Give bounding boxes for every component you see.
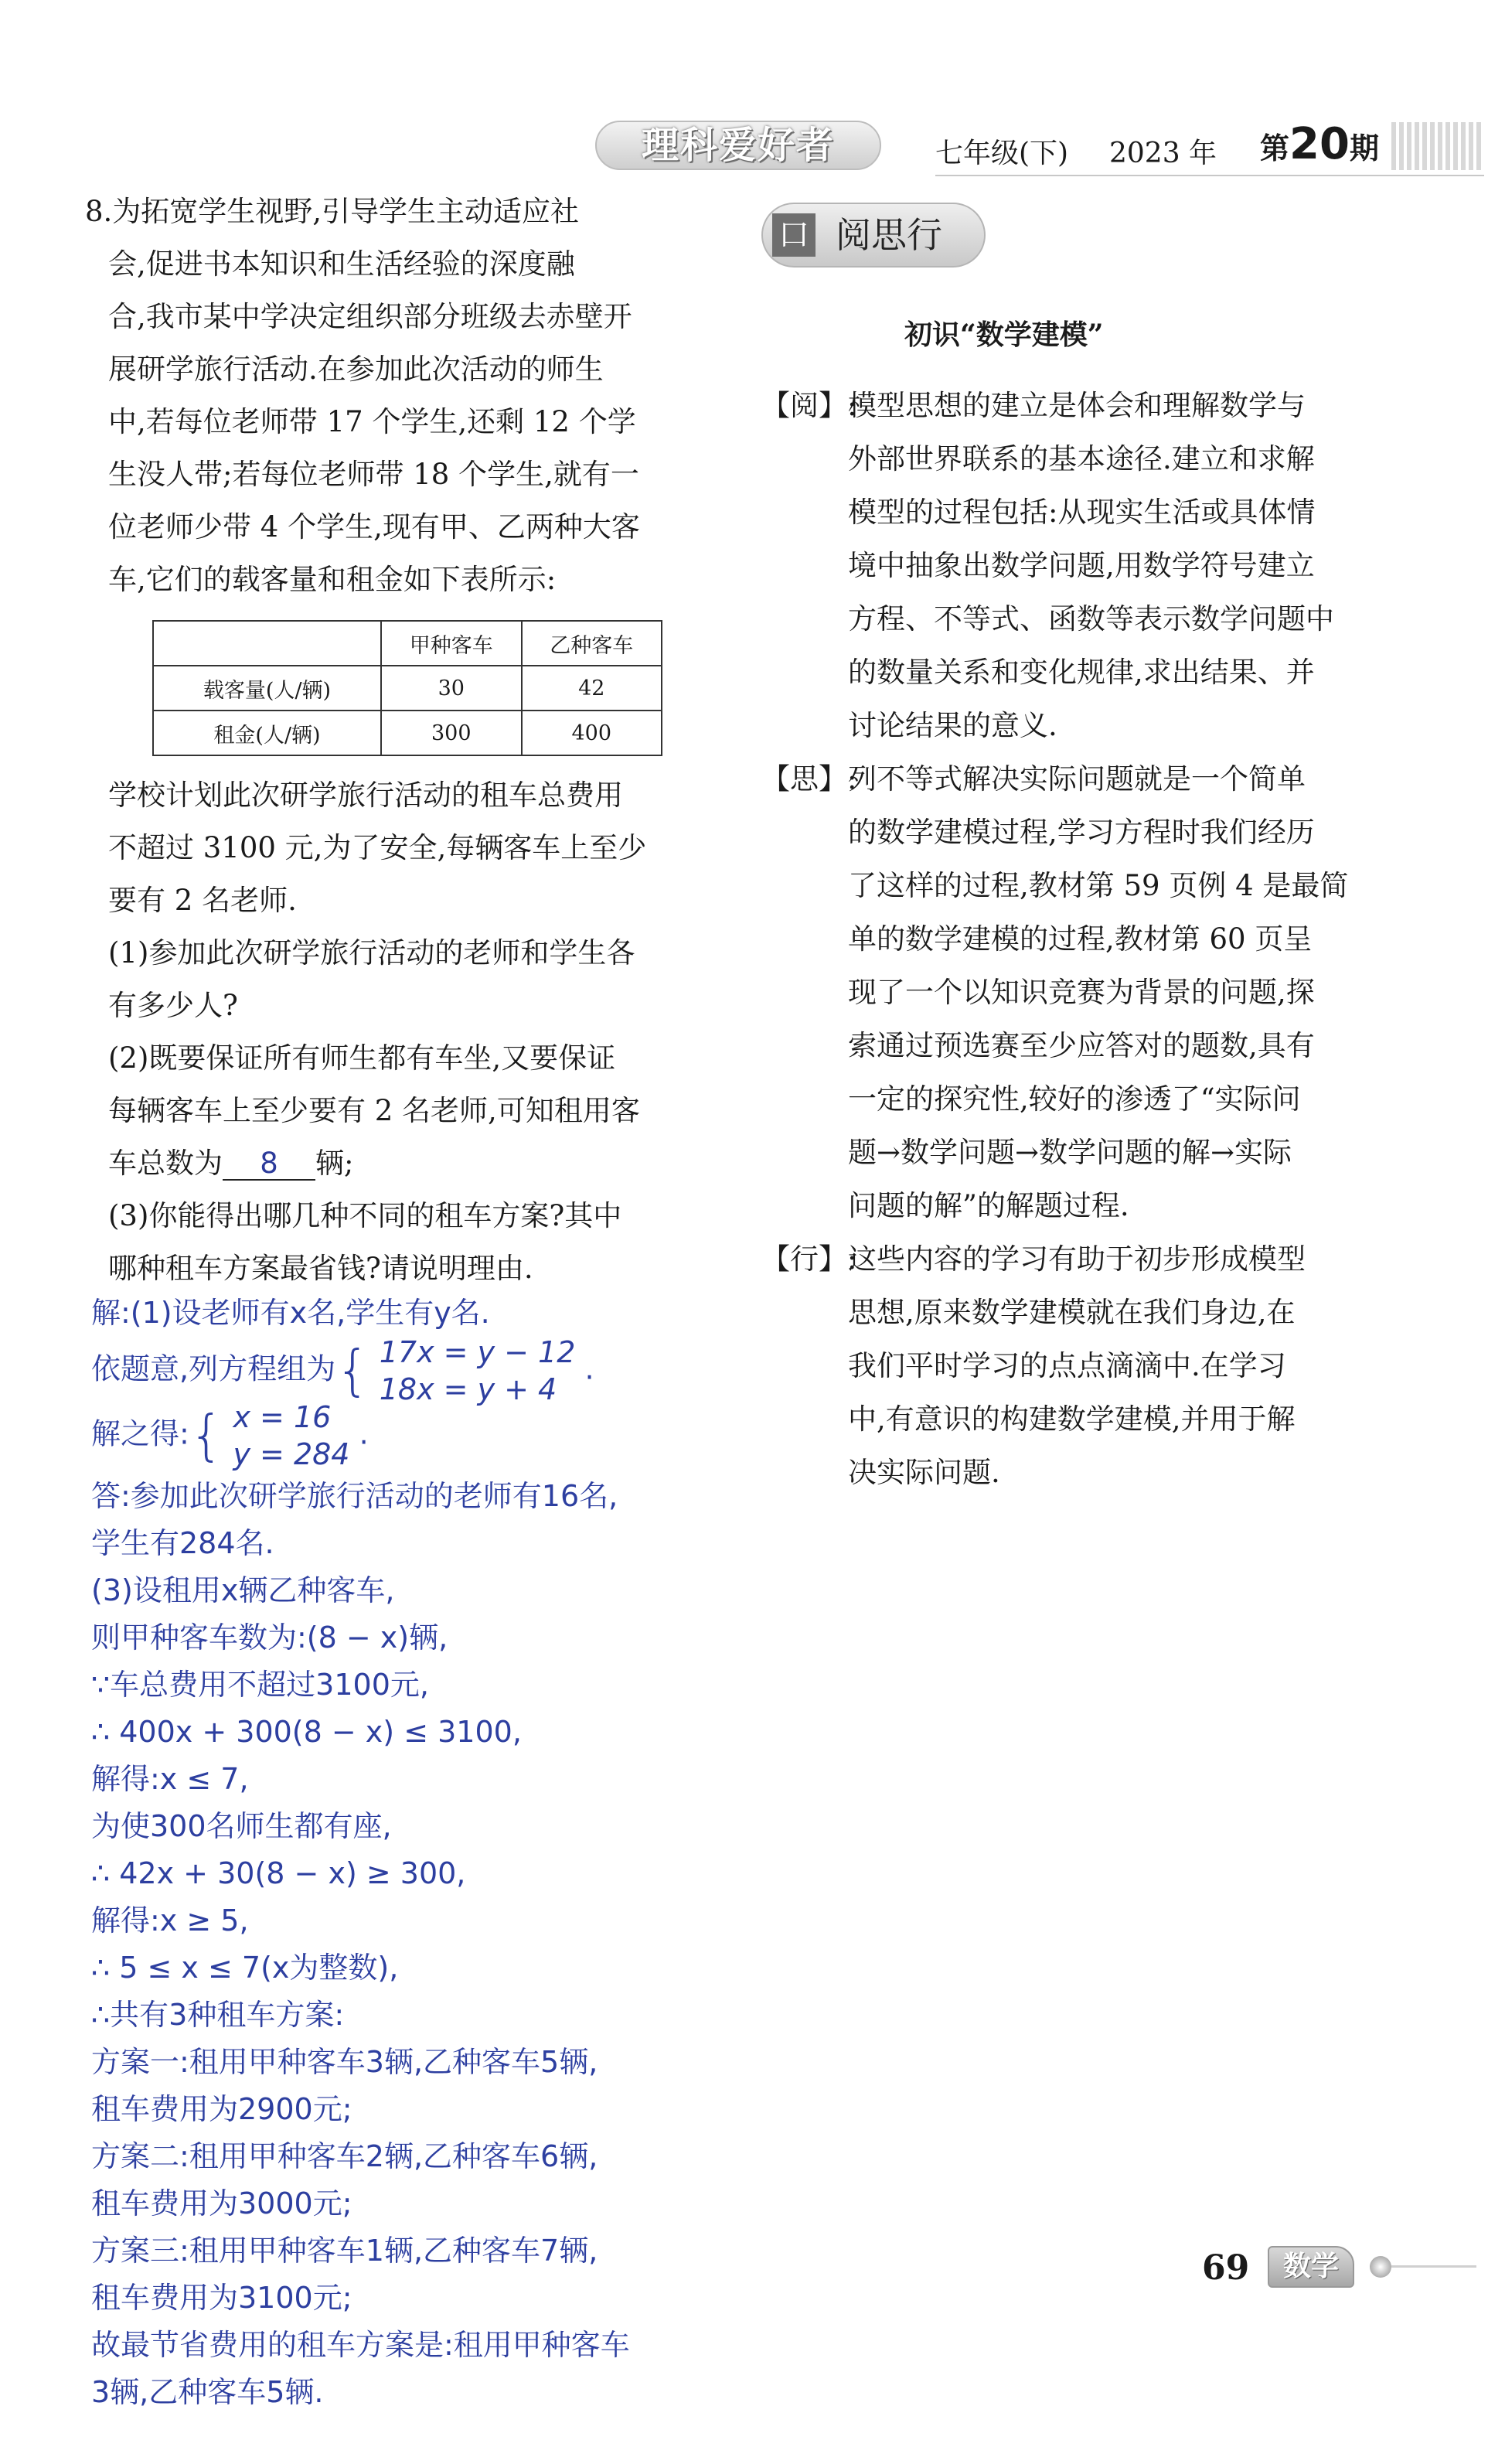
- grade-label: 七年级(下): [935, 138, 1069, 169]
- issue-label: 第20期: [1260, 119, 1379, 169]
- header-divider: [935, 175, 1484, 176]
- table-header-row: [153, 621, 662, 666]
- paragraph-act: 【行】: 这些内容的学习有助于初步形成模型 思想,原来数学建模就在我们身边,在 我们平时学习的点点滴滴中.在学习 中,有意识的构建数学建模,并用于解 决实际问题.: [761, 1232, 1380, 1499]
- year-label: 2023 年: [1109, 138, 1217, 169]
- bus-table: [152, 620, 662, 756]
- paragraph-label: 【阅】:: [761, 389, 857, 422]
- table-cell: 30: [381, 666, 522, 711]
- table-cell: 400: [522, 711, 662, 755]
- equation-system-1: 依题意,列方程组为{ 17x = y − 12 18x = y + 4 .: [91, 1335, 594, 1406]
- footer-line-decoration: [1391, 2265, 1476, 2268]
- paragraph-label: 【行】:: [761, 1242, 857, 1276]
- table-cell: 42: [522, 666, 662, 711]
- question-8-intro: 8.为拓宽学生视野,引导学生主动适应社 会,促进书本知识和生活经验的深度融 合,我市某中学决定组织部分班级去赤壁开 展研学旅行活动.在参加此次活动的师生 中,若每位老师带 17 个学生,还剩 12 个学 生没人带;若每位老师带 18 个学生,就有一 位老师少带 4 个学生,现有甲、乙两种大客 车,它们的载客量和租金如下表所示:: [85, 195, 640, 596]
- paragraph-label: 【思】:: [761, 762, 857, 796]
- section-title-badge: [761, 203, 986, 268]
- table-header-cell: [153, 621, 381, 666]
- paragraph-read: 【阅】: 模型思想的建立是体会和理解数学与 外部世界联系的基本途径.建立和求解 模型的过程包括:从现实生活或具体情 境中抽象出数学问题,用数学符号建立 方程、不等式、函数等表示数学问题中 的数量关系和变化规律,求出结果、并 讨论结果的意义.: [761, 379, 1380, 752]
- magazine-logo: 理科爱好者: [595, 121, 881, 170]
- table-row: [153, 666, 662, 711]
- table-header-cell: 乙种客车: [522, 621, 662, 666]
- page-number: 69: [1202, 2248, 1250, 2288]
- footer-dot-decoration: [1370, 2256, 1391, 2278]
- table-cell: 租金(人/辆): [153, 711, 381, 755]
- solution-block: 解:(1)设老师有x名,学生有y名. 依题意,列方程组为{ 17x = y − 12 18x = y + 4 . 解之得:{ x = 16 y = 284 . 答:参加此次研学旅行活动的老师有16名, 学生有284名. (3)设租用x辆乙种客车, 则甲种客车数为:(8 − x)辆, ∵车总费用不超过3100元, ∴ 400x + 300(8 − x) ≤ 3100, 解得:x ≤ 7, 为使300名师生都有座, ∴ 42x + 30(8 − x) ≥ 300, 解得:x ≥ 5, ∴ 5 ≤ x ≤ 7(x为整数), ∴共有3种租车方案: 方案一:租用甲种客车3辆,乙种客车5辆, 租车费用为2900元; 方案二:租用甲种客车2辆,乙种客车6辆, 租车费用为3000元; 方案三:租用甲种客车1辆,乙种客车7辆, 租车费用为3100元; 故最节省费用的租车方案是:租用甲种客车 3辆,乙种客车5辆.: [91, 1290, 725, 2416]
- brace: {: [189, 1403, 224, 1467]
- header-stripes-decoration: [1391, 122, 1484, 170]
- question-8-body: 学校计划此次研学旅行活动的租车总费用 不超过 3100 元,为了安全,每辆客车上至少 要有 2 名老师. (1)参加此次研学旅行活动的老师和学生各 有多少人? (2)既要保证所有师生都有车坐,又要保证 每辆客车上至少要有 2 名老师,可知租用客 车总数为 8 辆; (3)你能得出哪几种不同的租车方案?其中 哪种租车方案最省钱?请说明理由.: [85, 769, 703, 1295]
- table-header-cell: 甲种客车: [381, 621, 522, 666]
- brace: {: [335, 1338, 370, 1402]
- blank-line: 车总数为 8 辆;: [108, 1147, 354, 1180]
- table-cell: 300: [381, 711, 522, 755]
- subject-tab: 数学: [1268, 2246, 1354, 2288]
- article-title: 初识“数学建模”: [904, 319, 1104, 351]
- equation-system-2: 解之得:{ x = 16 y = 284 .: [91, 1400, 369, 1471]
- page-header: [595, 116, 1484, 178]
- table-cell: 载客量(人/辆): [153, 666, 381, 711]
- table-row: [153, 711, 662, 755]
- answer-blank: 8: [223, 1148, 315, 1181]
- section-icon: 口: [772, 213, 816, 257]
- sidebar-article: [761, 379, 1380, 1499]
- issue-number: 20: [1289, 119, 1350, 169]
- paragraph-think: 【思】: 列不等式解决实际问题就是一个简单 的数学建模过程,学习方程时我们经历 了这样的过程,教材第 59 页例 4 是最简 单的数学建模的过程,教材第 60 页呈 现了一个以知识竞赛为背景的问题,探 索通过预选赛至少应答对的题数,具有 一定的探究性,较好的渗透了“实际问 题→数学问题→数学问题的解→实际 问题的解”的解题过程.: [761, 752, 1380, 1232]
- section-title: 阅思行: [836, 214, 942, 256]
